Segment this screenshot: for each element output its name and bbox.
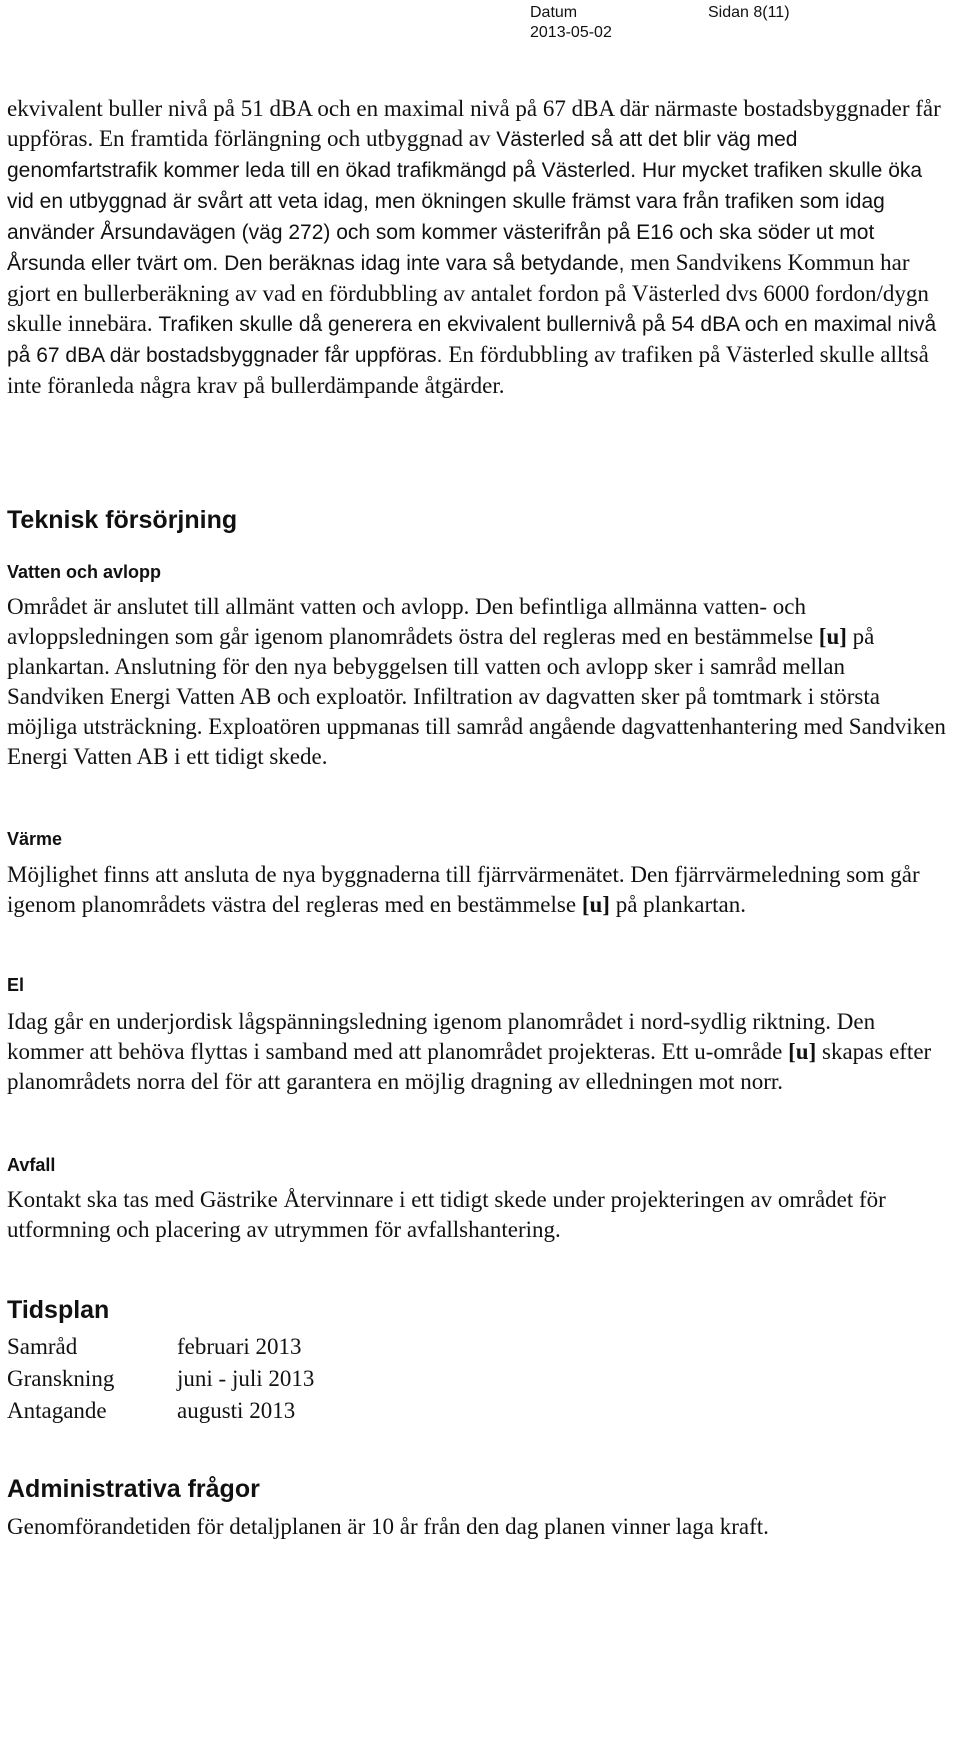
header-page-number: Sidan 8(11) bbox=[708, 4, 790, 21]
subheading-avfall: Avfall bbox=[7, 1155, 56, 1175]
admin-paragraph: Genomförandetiden för detaljplanen är 10 år från den dag planen vinner laga kraft. bbox=[7, 1514, 769, 1539]
el-text-1: Idag går en underjordisk lågspänningsledning igenom planområdet i nord-sydlig riktning. Den kommer att behöva flyttas i samband med att planområdet projekteras. Ett u-område bbox=[7, 1009, 876, 1064]
schedule-label: Antagande bbox=[7, 1398, 107, 1423]
varme-text-1: Möjlighet finns att ansluta de nya byggnaderna till fjärrvärmenätet. Den fjärrvärmeledning som går igenom planområdets västra del regleras med en bestämmelse bbox=[7, 862, 920, 917]
vatten-text-2: på plankartan. Anslutning för den nya bebyggelsen till vatten och avlopp sker i samråd mellan Sandviken Energi Vatten AB och exploatör. Infiltration av dagvatten sker på tomtmark i största möjliga utsträckning. Exploatören uppmanas till samråd angående dagvattenhantering med Sandviken Energi Vatten AB i ett tidigt skede. bbox=[7, 624, 946, 769]
el-u-marker: [u] bbox=[788, 1039, 817, 1064]
subheading-el: El bbox=[7, 975, 25, 995]
schedule-value: februari 2013 bbox=[177, 1334, 302, 1359]
avfall-paragraph: Kontakt ska tas med Gästrike Återvinnare i ett tidigt skede under projekteringen av området för utformning och placering av utrymmen för avfallshantering. bbox=[7, 1187, 886, 1242]
schedule-label: Granskning bbox=[7, 1366, 115, 1391]
vatten-text-1: Området är anslutet till allmänt vatten och avlopp. Den befintliga allmänna vatten- och avloppsledningen som går igenom planområdets östra del regleras med en bestämmelse bbox=[7, 594, 819, 649]
noise-text-d: Trafiken skulle då generera en ekvivalent bullernivå på 54 dBA och en maximal nivå på 67 dBA där bostadsbyggnader får uppföras. bbox=[7, 313, 937, 367]
noise-paragraph bbox=[7, 94, 947, 401]
schedule-value: augusti 2013 bbox=[177, 1398, 296, 1423]
vatten-u-marker: [u] bbox=[818, 624, 847, 649]
el-text-2: skapas efter planområdets norra del för att garantera en möjlig dragning av elledningen mot norr. bbox=[7, 1039, 932, 1094]
header-date-label: Datum bbox=[530, 4, 578, 21]
section-heading-teknisk: Teknisk försörjning bbox=[7, 506, 238, 534]
schedule-row bbox=[7, 1395, 314, 1427]
subheading-vatten: Vatten och avlopp bbox=[7, 562, 162, 582]
noise-text-a: ekvivalent buller nivå på 51 dBA och en maximal nivå på 67 dBA där närmaste bostadsbyggnader får uppföras. En framtida förlängning och utbyggnad av bbox=[7, 96, 941, 151]
varme-u-marker: [u] bbox=[581, 892, 610, 917]
el-paragraph bbox=[7, 1007, 947, 1097]
subheading-varme: Värme bbox=[7, 829, 63, 849]
schedule-row bbox=[7, 1363, 314, 1395]
noise-text-c: men Sandvikens Kommun har gjort en bullerberäkning av vad en fördubbling av antalet fordon på Västerled dvs 6000 fordon/dygn skulle innebära. bbox=[7, 250, 929, 336]
varme-paragraph bbox=[7, 860, 947, 920]
schedule-label: Samråd bbox=[7, 1334, 78, 1359]
section-heading-admin: Administrativa frågor bbox=[7, 1475, 260, 1503]
vatten-paragraph bbox=[7, 592, 947, 772]
header-date-value: 2013-05-02 bbox=[530, 24, 612, 41]
noise-text-b: Västerled så att det blir väg med genomfartstrafik kommer leda till en ökad trafikmängd på Västerled. Hur mycket trafiken skulle öka vid en utbyggnad är svårt att veta idag, men ökningen skulle främst vara från trafiken som idag använder Årsundavägen (väg 272) och som kommer västerifrån på E16 och ska söder ut mot Årsunda eller tvärt om. Den beräknas idag inte vara så betydande, bbox=[7, 128, 923, 275]
schedule-value: juni - juli 2013 bbox=[177, 1366, 315, 1391]
schedule-table bbox=[7, 1331, 314, 1427]
noise-text-e: En fördubbling av trafiken på Västerled skulle alltså inte föranleda några krav på bullerdämpande åtgärder. bbox=[7, 342, 929, 398]
schedule-row bbox=[7, 1331, 314, 1363]
varme-text-2: på plankartan. bbox=[609, 892, 746, 917]
section-heading-tidsplan: Tidsplan bbox=[7, 1296, 110, 1324]
